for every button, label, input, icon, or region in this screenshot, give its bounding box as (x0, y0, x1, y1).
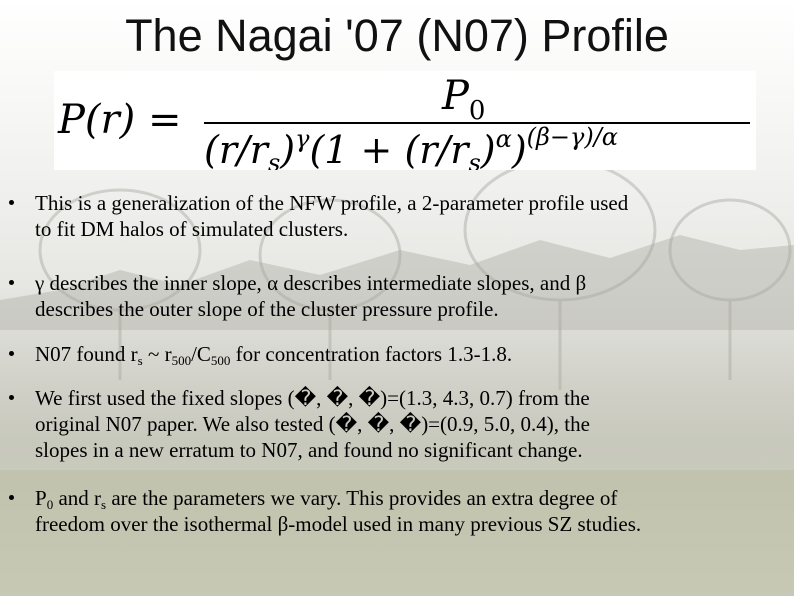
bullet-line (35, 341, 789, 367)
text-run: ~ r (142, 342, 172, 366)
bullet-text (35, 190, 789, 242)
subscript: 500 (171, 353, 192, 368)
text-run: /C (191, 342, 211, 366)
text-run: P (35, 486, 47, 510)
bullet-line: We first used the fixed slopes (�, �, �)=(1.3, 4.3, 0.7) from the (35, 386, 590, 410)
text-run: for concentration factors 1.3-1.8. (230, 342, 513, 366)
bullet-dot (9, 351, 14, 356)
bullet-item (9, 341, 789, 367)
text-run: are the parameters we vary. This provides an extra degree of (106, 486, 618, 510)
bullet-line (35, 270, 789, 296)
bullet-line: This is a generalization of the NFW profile, a 2-parameter profile used (35, 191, 629, 215)
subscript: s (137, 353, 143, 368)
bullet-dot (9, 200, 14, 205)
bullet-line: to fit DM halos of simulated clusters. (35, 217, 349, 241)
bullet-text (35, 270, 789, 322)
text-run: describes intermediate slopes, and (278, 271, 576, 295)
alpha-symbol: α (267, 271, 279, 295)
subscript: 500 (210, 353, 231, 368)
bullet-line: slopes in a new erratum to N07, and found no significant change. (35, 438, 583, 462)
text-run: freedom over the isothermal (35, 512, 278, 536)
bullet-line (35, 485, 789, 511)
text-run: N07 found r (35, 342, 138, 366)
beta-symbol: β (277, 512, 289, 536)
text-run: describes the inner slope, (44, 271, 268, 295)
bullet-dot (9, 280, 14, 285)
bullet-dot (9, 395, 14, 400)
text-run: -model used in many previous SZ studies. (288, 512, 642, 536)
bullet-item (9, 270, 789, 322)
bullet-item (9, 485, 789, 537)
subscript: s (101, 497, 107, 512)
beta-symbol: β (575, 271, 587, 295)
bullet-line: original N07 paper. We also tested (�, �, �)=(0.9, 5.0, 0.4), the (35, 412, 590, 436)
formula-lhs: P(r) = (58, 97, 182, 143)
gamma-symbol: γ (35, 271, 45, 295)
bullet-item (9, 190, 789, 242)
slide-title: The Nagai '07 (N07) Profile (125, 10, 669, 61)
bullet-line: describes the outer slope of the cluster pressure profile. (35, 297, 499, 321)
bullet-text (35, 485, 789, 537)
bullet-text (35, 385, 789, 463)
bullet-dot (9, 495, 14, 500)
formula-denominator: $(r/r_s)^\gamma(1 + (r/r_s)^\alpha)^{(\beta-\gamma)/\alpha}$ (204, 123, 618, 170)
nagai-formula-image (54, 71, 756, 170)
text-run: and r (53, 486, 102, 510)
bullet-text (35, 341, 789, 367)
bullet-line (35, 511, 789, 537)
bullet-item (9, 385, 789, 463)
subscript: 0 (46, 497, 54, 512)
formula-numerator: $P_0$ (442, 73, 486, 126)
